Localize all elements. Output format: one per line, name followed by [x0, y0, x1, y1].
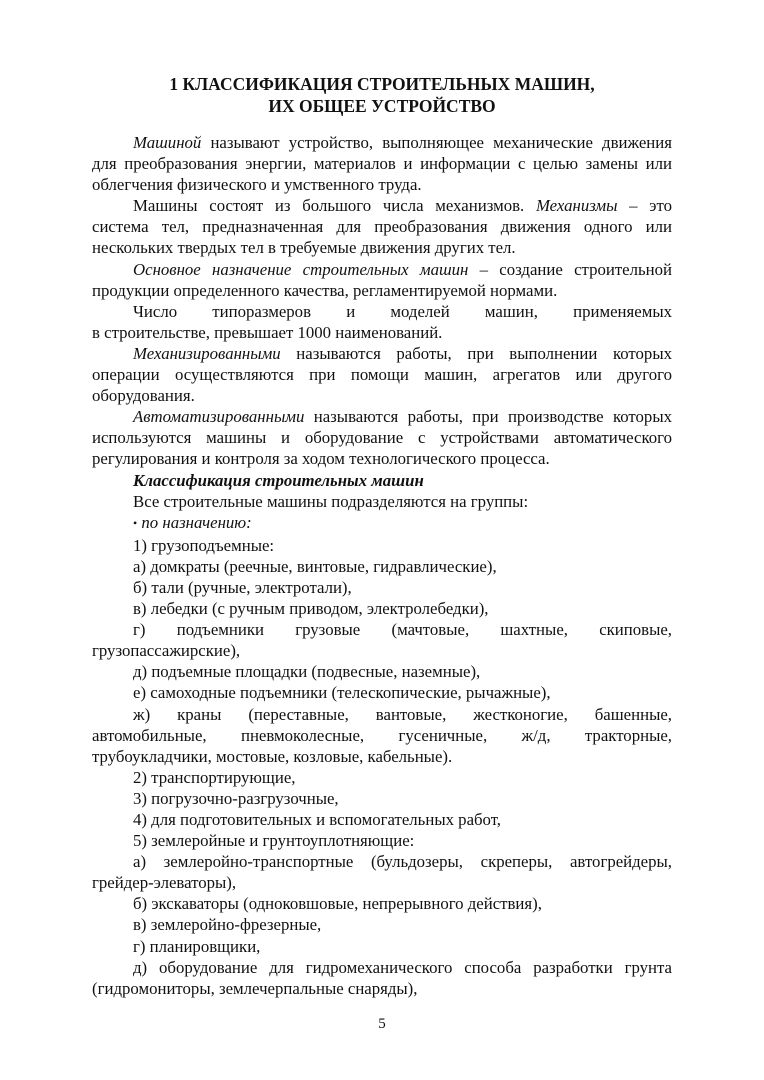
list-item-lifting: 1) грузоподъемные:	[133, 535, 275, 555]
paragraph-mechanisms	[92, 195, 672, 258]
by-purpose-label: по назначению:	[137, 512, 252, 532]
document-body	[92, 132, 672, 999]
paragraph-count-line-1: Число типоразмеров и моделей машин, применяемых	[133, 301, 672, 321]
title-line-1: 1 КЛАССИФИКАЦИЯ СТРОИТЕЛЬНЫХ МАШИН,	[169, 74, 595, 94]
term-machine: Машиной	[133, 133, 202, 152]
list-item-elevators: г) подъемники грузовые (мачтовые, шахтные, скиповые, грузопассажирские),	[92, 620, 672, 661]
paragraph-text: – это система тел, предназначенная для преобразования движения одного или нескольких твердых тел в требуемые движения других тел.	[92, 196, 672, 258]
term-mechanisms: Механизмы	[535, 196, 618, 216]
paragraph-text: – создание строительной продукции определенного качества, регламентируемой нормами.	[92, 259, 672, 300]
list-item-hoists: б) тали (ручные, электротали),	[133, 577, 352, 597]
section-heading: Классификация строительных машин	[133, 470, 424, 490]
list-item-milling: в) землеройно-фрезерные,	[133, 915, 322, 935]
list-item-loading: 3) погрузочно-разгрузочные,	[133, 788, 339, 808]
paragraph-purpose	[92, 259, 672, 301]
list-item-jacks: а) домкраты (реечные, винтовые, гидравлические),	[133, 556, 497, 576]
paragraph-machine-definition	[92, 132, 672, 195]
paragraph-text: Машины состоят из большого числа механизмов.	[133, 196, 536, 216]
bullet-by-purpose	[92, 512, 672, 535]
term-mechanized: Механизированными	[133, 343, 281, 363]
term-main-purpose: Основное назначение строительных машин	[133, 259, 469, 279]
paragraph-text: называются работы, при производстве которых используются машины и оборудование с устройствами автоматического регулирования и контроля за ходом технологического процесса.	[92, 407, 672, 469]
list-item-self-propelled-lifts: е) самоходные подъемники (телескопические, рычажные),	[133, 683, 551, 703]
title-line-2: ИХ ОБЩЕЕ УСТРОЙСТВО	[268, 96, 496, 116]
list-item-planners: г) планировщики,	[133, 936, 261, 956]
page-title	[92, 73, 672, 117]
list-item-transporting: 2) транспортирующие,	[133, 767, 296, 787]
groups-intro: Все строительные машины подразделяются на группы:	[133, 491, 529, 511]
list-item-earth-transport: а) землеройно-транспортные (бульдозеры, скреперы, автогрейдеры, грейдер-элеваторы),	[92, 852, 672, 893]
paragraph-count-line-2: в строительстве, превышает 1000 наименований.	[92, 322, 443, 342]
list-item-preparatory: 4) для подготовительных и вспомогательных работ,	[133, 810, 501, 829]
bullet-icon: •	[133, 515, 138, 530]
page-number: 5	[378, 1016, 386, 1032]
list-item-excavators: б) экскаваторы (одноковшовые, непрерывного действия),	[133, 894, 542, 914]
list-item-hydromechanical: д) оборудование для гидромеханического способа разработки грунта (гидромониторы, землечерпальные снаряды),	[92, 957, 672, 998]
term-automated: Автоматизированными	[133, 407, 305, 427]
paragraph-automated	[92, 406, 672, 469]
list-item-cranes: ж) краны (переставные, вантовые, жестконогие, башенные, автомобильные, пневмоколесные, гусеничные, ж/д, тракторные, трубоукладчики, мостовые, козловые, кабельные).	[92, 704, 672, 766]
list-item-earthmoving: 5) землеройные и грунтоуплотняющие:	[133, 831, 415, 851]
paragraph-text: называют устройство, выполняющее механические движения для преобразования энергии, материалов и информации с целью замены или облегчения физического и умственного труда.	[92, 133, 672, 195]
list-item-platforms: д) подъемные площадки (подвесные, наземные),	[133, 662, 481, 682]
list-item-winches: в) лебедки (с ручным приводом, электролебедки),	[133, 599, 489, 619]
paragraph-mechanized	[92, 343, 672, 406]
paragraph-text: называются работы, при выполнении которых операции осуществляются при помощи машин, агрегатов или другого оборудования.	[92, 343, 672, 406]
